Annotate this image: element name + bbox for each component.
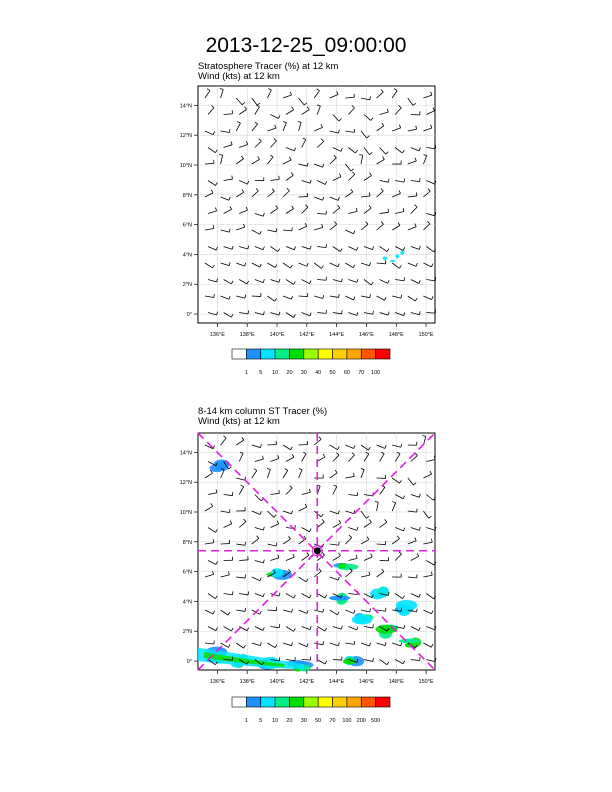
x-tick-label: 146°E [358,332,374,338]
colorbar-label: 100 [371,370,381,376]
colorbar-label: 1 [244,370,248,376]
tracer-patch [329,596,350,601]
y-tick-label: 6°N [182,569,192,576]
colorbar-box [347,697,361,707]
y-tick-label: 12°N [179,133,192,140]
x-tick-label: 142°E [299,679,315,685]
wind-barb [252,296,261,297]
colorbar-label: 20 [286,718,293,724]
colorbar-label: 10 [272,718,279,724]
colorbar-box [275,697,289,707]
tracer-patch [395,254,399,258]
tracer-patch [355,614,367,624]
colorbar-box [232,697,246,707]
colorbar-label: 20 [286,370,293,376]
figure-title: 2013-12-25_09:00:00 [205,34,407,57]
y-tick-label: 6°N [182,222,192,229]
colorbar-label: 500 [371,718,381,724]
wind-barb-flag [375,502,378,503]
colorbar-box [304,697,318,707]
panel-stratosphere-tracer [180,61,436,376]
colorbar-label: 50 [315,718,322,724]
wind-barb-flag [416,192,417,195]
colorbar-box [333,349,347,359]
tracer-patch [400,250,404,254]
colorbar-box [318,349,332,359]
x-tick-label: 146°E [358,679,374,685]
x-tick-label: 140°E [269,679,285,685]
y-tick-label: 12°N [179,480,192,487]
panel-1-y-ticks [180,103,198,318]
y-tick-label: 10°N [179,510,192,516]
x-tick-label: 148°E [388,679,404,685]
wind-barb-flag [359,155,362,156]
wind-barb-flag [388,179,389,182]
x-tick-label: 144°E [329,332,345,338]
y-tick-label: 2°N [182,629,192,636]
panel-2-colorbar [232,697,390,724]
wind-barb [302,660,311,661]
colorbar-box [361,349,375,359]
colorbar-label: 70 [329,718,336,724]
colorbar-box [232,349,246,359]
y-tick-label: 4°N [182,252,192,259]
tracer-patch [390,260,395,262]
tracer-patch [398,639,420,643]
x-tick-label: 138°E [239,679,255,685]
colorbar-label: 10 [272,370,279,376]
tracer-patch [271,568,283,577]
tracer-patch [338,563,346,568]
colorbar-box [261,697,275,707]
panel-2-title-line-1: 8-14 km column ST Tracer (%) [198,406,328,417]
wind-barb-flag [404,179,405,182]
x-tick-label: 148°E [388,332,404,338]
wind-barb-flag [279,490,280,493]
colorbar-label: 60 [343,370,350,376]
x-tick-label: 136°E [209,679,225,685]
x-tick-label: 150°E [418,332,434,338]
colorbar-box [261,349,275,359]
panel-column-st-tracer [180,406,436,724]
colorbar-box [376,697,390,707]
panel-2-x-ticks [210,670,434,685]
y-tick-label: 2°N [182,282,192,289]
y-tick-label: 8°N [182,192,192,199]
colorbar-label: 100 [342,718,352,724]
x-tick-label: 142°E [299,332,315,338]
x-tick-label: 138°E [239,332,255,338]
tracer-patch [382,257,387,261]
colorbar-label: 1 [244,718,248,724]
colorbar-box [347,349,361,359]
wind-barb [267,444,276,445]
colorbar-label: 30 [300,370,307,376]
y-tick-label: 8°N [182,539,192,546]
wind-barb-flag [388,209,389,212]
y-tick-label: 10°N [179,163,192,169]
tracer-patch [209,464,224,472]
y-tick-label: 0° [186,312,192,319]
panel-1-title-line-1: Stratosphere Tracer (%) at 12 km [198,61,339,72]
colorbar-box [275,349,289,359]
panel-2-y-ticks [180,450,198,665]
panel-1-colorbar [232,349,390,376]
wind-barb-flag [370,294,371,297]
panel-1-title-line-2: Wind (kts) at 12 km [198,71,280,82]
panel-1-plot-area [198,86,435,323]
colorbar-label: 30 [300,718,307,724]
colorbar-box [376,349,390,359]
colorbar-label: 50 [329,370,336,376]
center-point [314,547,321,554]
y-tick-label: 4°N [182,599,192,606]
colorbar-box [246,697,260,707]
colorbar-box [289,697,303,707]
panel-2-title-line-2: Wind (kts) at 12 km [198,416,280,427]
colorbar-box [304,349,318,359]
x-tick-label: 136°E [209,332,225,338]
wind-barb-flag [229,509,230,512]
colorbar-label: 200 [356,718,366,724]
y-tick-label: 14°N [179,103,192,110]
y-tick-label: 0° [186,659,192,666]
colorbar-label: 5 [259,718,263,724]
colorbar-label: 40 [315,370,322,376]
panel-1-x-ticks [210,323,434,338]
colorbar-label: 5 [259,370,263,376]
colorbar-box [318,697,332,707]
tracer-patch [379,587,388,595]
colorbar-box [289,349,303,359]
x-tick-label: 144°E [329,679,345,685]
colorbar-box [333,697,347,707]
y-tick-label: 14°N [179,450,192,457]
colorbar-box [246,349,260,359]
x-tick-label: 140°E [269,332,285,338]
colorbar-box [361,697,375,707]
colorbar-label: 70 [358,370,365,376]
x-tick-label: 150°E [418,679,434,685]
